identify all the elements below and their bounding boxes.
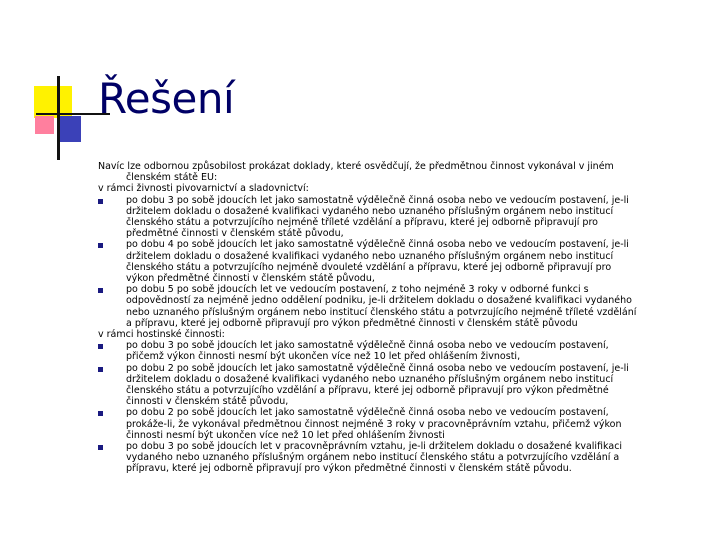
list-item-line: a přípravu, které jej odborně připravují pro výkon předmětné činnosti v členském státě původu [126,317,578,329]
list-item-line: po dobu 5 po sobě jdoucích let ve vedoucím postavení, z toho nejméně 3 roky v odborné funkci s [126,284,589,296]
list-item-line: držitelem dokladu o dosažené kvalifikaci vydaného nebo uznaného příslušným orgánem nebo institucí [126,373,614,385]
list-item-line: přičemž výkon činnosti nesmí být ukončen více než 10 let před ohlášením živnosti, [126,351,521,363]
section2-list [98,340,698,474]
list-item [98,340,698,362]
bullet-square-icon [98,344,103,349]
slide-title: Řešení [98,74,235,123]
bullet-square-icon [98,243,103,248]
list-item-line: po dobu 4 po sobě jdoucích let jako samostatně výdělečně činná osoba nebo ve vedoucím postavení, je-li [126,239,629,251]
list-item-line: po dobu 2 po sobě jdoucích let jako samostatně výdělečně činná osoba nebo ve vedoucím postavení, je-li [126,362,629,374]
list-item-line: výkon předmětné činnosti v členském státě původu, [126,273,375,285]
list-item-line: po dobu 2 po sobě jdoucích let jako samostatně výdělečně činná osoba nebo ve vedoucím postavení, [126,407,609,419]
section2-heading: v rámci hostinské činnosti: [98,329,225,341]
list-item [98,195,698,240]
decor-pink-square [35,116,54,134]
bullet-square-icon [98,199,103,204]
list-item-line: držitelem dokladu o dosažené kvalifikaci vydaného nebo uznaného příslušným orgánem nebo institucí [126,250,614,262]
list-item-line: členského státu a potvrzujícího nejméně dvouleté vzdělání a přípravu, které jej odborně připravují pro [126,261,612,273]
list-item [98,239,698,284]
list-item-line: nebo uznaného příslušným orgánem nebo institucí členského státu a potvrzujícího nejméně tříleté vzdělání [126,306,637,318]
list-item-line: členského státu a potvrzujícího nejméně tříleté vzdělání a přípravu, které jej odborně připravují pro [126,217,598,229]
decor-blue-square [59,116,81,142]
list-item-line: prokáže-li, že vykonával předmětnou činnost nejméně 3 roky v pracovněprávním vztahu, přičemž výkon [126,418,622,430]
bullet-square-icon [98,367,103,372]
list-item-line: předmětné činnosti v členském státě původu, [126,228,344,240]
list-item [98,284,698,329]
bullet-square-icon [98,445,103,450]
list-item [98,407,698,441]
list-item-line: přípravu, které jej odborně připravují pro výkon předmětné činnosti v členském státě původu. [126,463,572,475]
list-item-line: po dobu 3 po sobě jdoucích let jako samostatně výdělečně činná osoba nebo ve vedoucím postavení, [126,340,609,352]
section1-list [98,195,698,329]
intro-line-2: členském státě EU: [126,172,218,184]
section1-heading: v rámci živnosti pivovarnictví a sladovnictví: [98,183,309,195]
list-item-line: po dobu 3 po sobě jdoucích let v pracovněprávním vztahu, je-li držitelem dokladu o dosažené kvalifikaci [126,441,623,453]
list-item-line: vydaného nebo uznaného příslušným orgánem nebo institucí členského státu a potvrzujícího vzdělání a [126,452,620,464]
list-item-line: činnosti nesmí být ukončen více než 10 let před ohlášením živnosti [126,429,445,441]
intro-line-1: Navíc lze odbornou způsobilost prokázat doklady, které osvědčují, že předmětnou činnost vykonával v jiném [98,161,614,172]
list-item-line: držitelem dokladu o dosažené kvalifikaci vydaného nebo uznaného příslušným orgánem nebo institucí [126,205,614,217]
list-item-line: odpovědností za nejméně jedno oddělení podniku, je-li držitelem dokladu o dosažené kvalifikaci vydaného [126,295,632,307]
bullet-square-icon [98,288,103,293]
decor-vertical-line [57,76,60,160]
list-item-line: po dobu 3 po sobě jdoucích let jako samostatně výdělečně činná osoba nebo ve vedoucím postavení, je-li [126,194,629,206]
list-item-line: členského státu a potvrzujícího vzdělání a přípravu, které jej odborně připravují pro výkon předmětné [126,385,609,397]
list-item [98,441,698,475]
bullet-square-icon [98,411,103,416]
list-item [98,363,698,408]
slide-body [98,161,698,475]
list-item-line: činnosti v členském státě původu, [126,396,289,408]
